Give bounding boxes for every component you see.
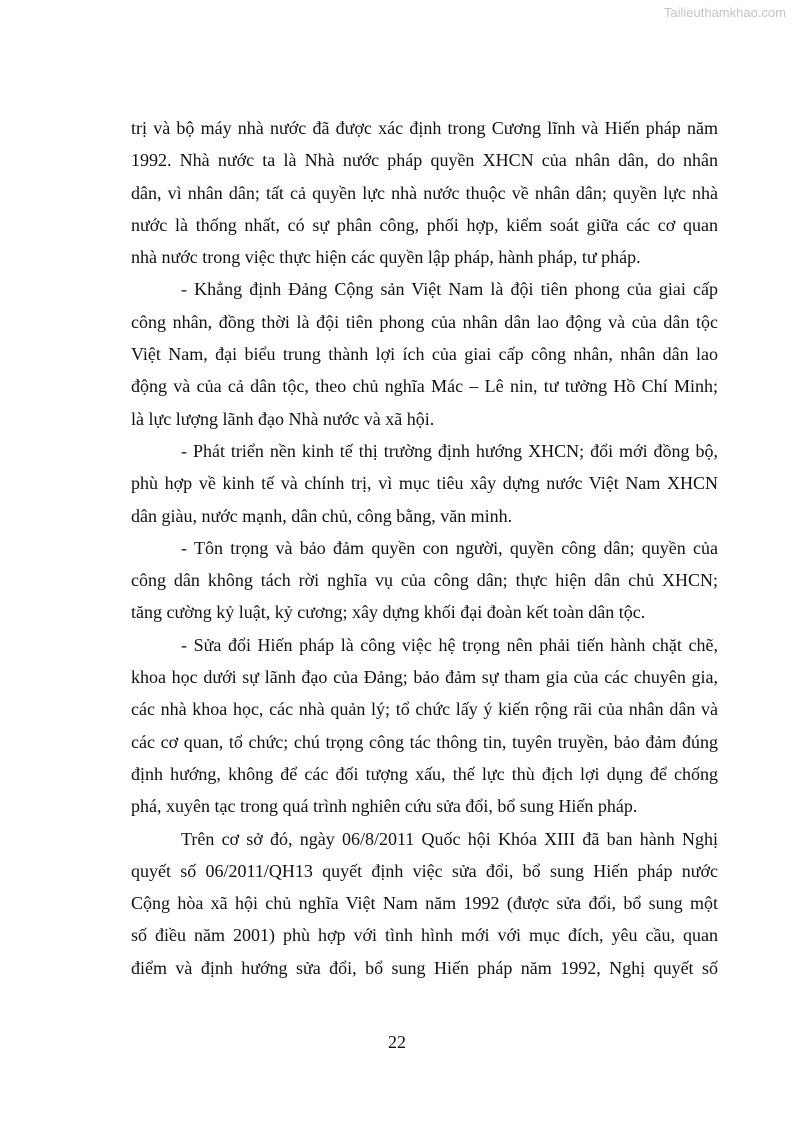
paragraph bbox=[131, 534, 718, 631]
text-line: - Tôn trọng và bảo đảm quyền con người, quyền công dân; quyền của bbox=[181, 537, 718, 558]
text-line: - Sửa đổi Hiến pháp là công việc hệ trọng nên phải tiến hành chặt chẽ, bbox=[181, 634, 718, 655]
text-line: khoa học dưới sự lãnh đạo của Đảng; bảo đảm sự tham gia của các chuyên gia, bbox=[131, 667, 718, 688]
paragraph bbox=[131, 275, 718, 436]
text-line: dân, vì nhân dân; tất cả quyền lực nhà nước thuộc về nhân dân; quyền lực nhà bbox=[131, 182, 718, 203]
text-line: các nhà khoa học, các nhà quản lý; tổ chức lấy ý kiến rộng rãi của nhân dân và bbox=[131, 699, 718, 720]
text-line: Trên cơ sở đó, ngày 06/8/2011 Quốc hội Khóa XIII đã ban hành Nghị bbox=[181, 828, 718, 849]
text-line: các cơ quan, tổ chức; chú trọng công tác thông tin, tuyên truyền, bảo đảm đúng bbox=[131, 731, 718, 752]
paragraph bbox=[131, 114, 718, 275]
text-line: quyết số 06/2011/QH13 quyết định việc sửa đổi, bổ sung Hiến pháp nước bbox=[131, 860, 718, 881]
text-line: nước là thống nhất, có sự phân công, phối hợp, kiểm soát giữa các cơ quan bbox=[131, 214, 718, 235]
text-line: công nhân, đồng thời là đội tiên phong của nhân dân lao động và của dân tộc bbox=[131, 311, 718, 332]
document-body bbox=[131, 114, 718, 986]
text-line: tăng cường kỷ luật, kỷ cương; xây dựng khối đại đoàn kết toàn dân tộc. bbox=[131, 602, 646, 623]
paragraph bbox=[131, 437, 718, 534]
text-line: nhà nước trong việc thực hiện các quyền lập pháp, hành pháp, tư pháp. bbox=[131, 247, 641, 268]
text-line: phù hợp về kinh tế và chính trị, vì mục tiêu xây dựng nước Việt Nam XHCN bbox=[131, 473, 718, 494]
text-line: công dân không tách rời nghĩa vụ của công dân; thực hiện dân chủ XHCN; bbox=[131, 570, 718, 591]
text-line: động và của cả dân tộc, theo chủ nghĩa Mác – Lê nin, tư tưởng Hồ Chí Minh; bbox=[131, 376, 718, 397]
text-line: dân giàu, nước mạnh, dân chủ, công bằng, văn minh. bbox=[131, 505, 513, 526]
text-line: Cộng hòa xã hội chủ nghĩa Việt Nam năm 1992 (được sửa đổi, bổ sung một bbox=[131, 893, 718, 914]
paragraph bbox=[131, 631, 718, 825]
text-line: - Phát triển nền kinh tế thị trường định hướng XHCN; đổi mới đồng bộ, bbox=[181, 440, 718, 461]
paragraph bbox=[131, 825, 718, 986]
text-line: - Khẳng định Đảng Cộng sản Việt Nam là đội tiên phong của giai cấp bbox=[181, 279, 718, 300]
page-number: 22 bbox=[388, 1032, 406, 1052]
text-line: định hướng, không để các đối tượng xấu, thế lực thù địch lợi dụng để chống bbox=[131, 763, 718, 784]
text-line: trị và bộ máy nhà nước đã được xác định trong Cương lĩnh và Hiến pháp năm bbox=[131, 118, 718, 138]
watermark: Tailieuthamkhao.com bbox=[663, 5, 786, 20]
text-line: là lực lượng lãnh đạo Nhà nước và xã hội. bbox=[131, 408, 435, 429]
text-line: phá, xuyên tạc trong quá trình nghiên cứu sửa đổi, bổ sung Hiến pháp. bbox=[131, 796, 638, 817]
text-line: Việt Nam, đại biểu trung thành lợi ích của giai cấp công nhân, nhân dân lao bbox=[131, 344, 718, 365]
text-line: số điều năm 2001) phù hợp với tình hình mới với mục đích, yêu cầu, quan bbox=[131, 925, 718, 946]
text-line: 1992. Nhà nước ta là Nhà nước pháp quyền XHCN của nhân dân, do nhân bbox=[131, 150, 718, 171]
text-line: điểm và định hướng sửa đổi, bổ sung Hiến pháp năm 1992, Nghị quyết số bbox=[131, 957, 718, 978]
